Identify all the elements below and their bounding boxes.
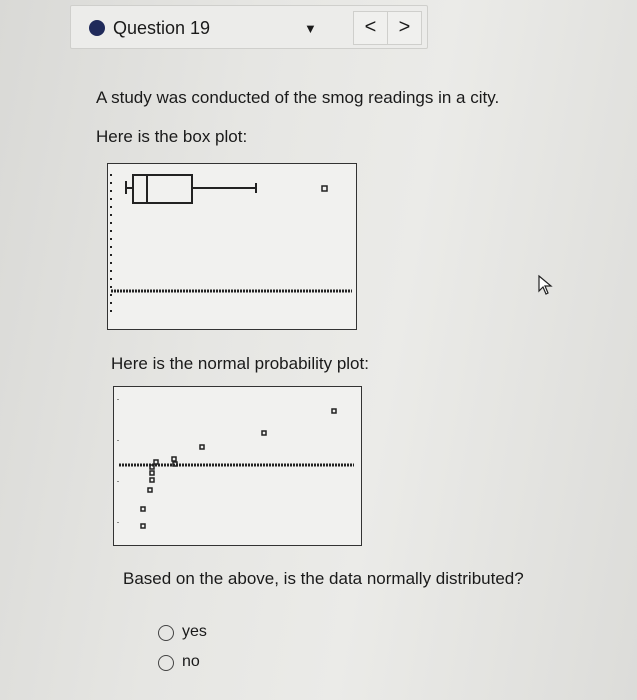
box-plot [107,163,357,330]
question-intro: A study was conducted of the smog readings in a city. [96,88,500,107]
data-point [150,465,154,469]
previous-question-button[interactable]: < [353,11,388,45]
box-plot-graphic [108,164,358,331]
option-label-no[interactable]: no [182,653,200,670]
outlier-point [322,186,327,191]
radio-no[interactable] [158,655,174,671]
normal-plot-graphic [114,387,363,547]
data-point [200,445,204,449]
data-point [141,524,145,528]
y-tick [110,182,112,184]
normplot-label: Here is the normal probability plot: [111,354,369,373]
y-tick [110,302,112,304]
data-point [262,431,266,435]
y-tick [110,222,112,224]
y-tick [110,198,112,200]
option-label-yes[interactable]: yes [182,623,207,640]
question-prompt: Based on the above, is the data normally distributed? [123,569,524,588]
y-tick [110,278,112,280]
data-point [150,478,154,482]
y-tick [110,238,112,240]
status-dot-icon [89,20,105,36]
data-point [172,457,176,461]
y-tick [110,286,112,288]
question-nav-bar [70,5,428,49]
radio-yes[interactable] [158,625,174,641]
next-question-button[interactable]: > [387,11,422,45]
data-point [150,471,154,475]
y-tick [110,294,112,296]
boxplot-label: Here is the box plot: [96,127,248,146]
data-point [141,507,145,511]
data-point [154,460,158,464]
iqr-box [133,175,192,203]
caret-down-icon[interactable]: ▼ [304,21,317,36]
y-tick [110,262,112,264]
y-tick [110,254,112,256]
y-tick [110,310,112,312]
y-tick [110,214,112,216]
data-point [148,488,152,492]
y-tick [110,174,112,176]
data-point [332,409,336,413]
pointer-cursor-icon [537,274,555,296]
y-tick [110,230,112,232]
question-number[interactable]: Question 19 [113,18,211,38]
y-tick [110,270,112,272]
data-point [173,462,177,466]
y-tick [110,246,112,248]
normal-probability-plot [113,386,362,546]
y-tick [110,206,112,208]
y-tick [110,190,112,192]
